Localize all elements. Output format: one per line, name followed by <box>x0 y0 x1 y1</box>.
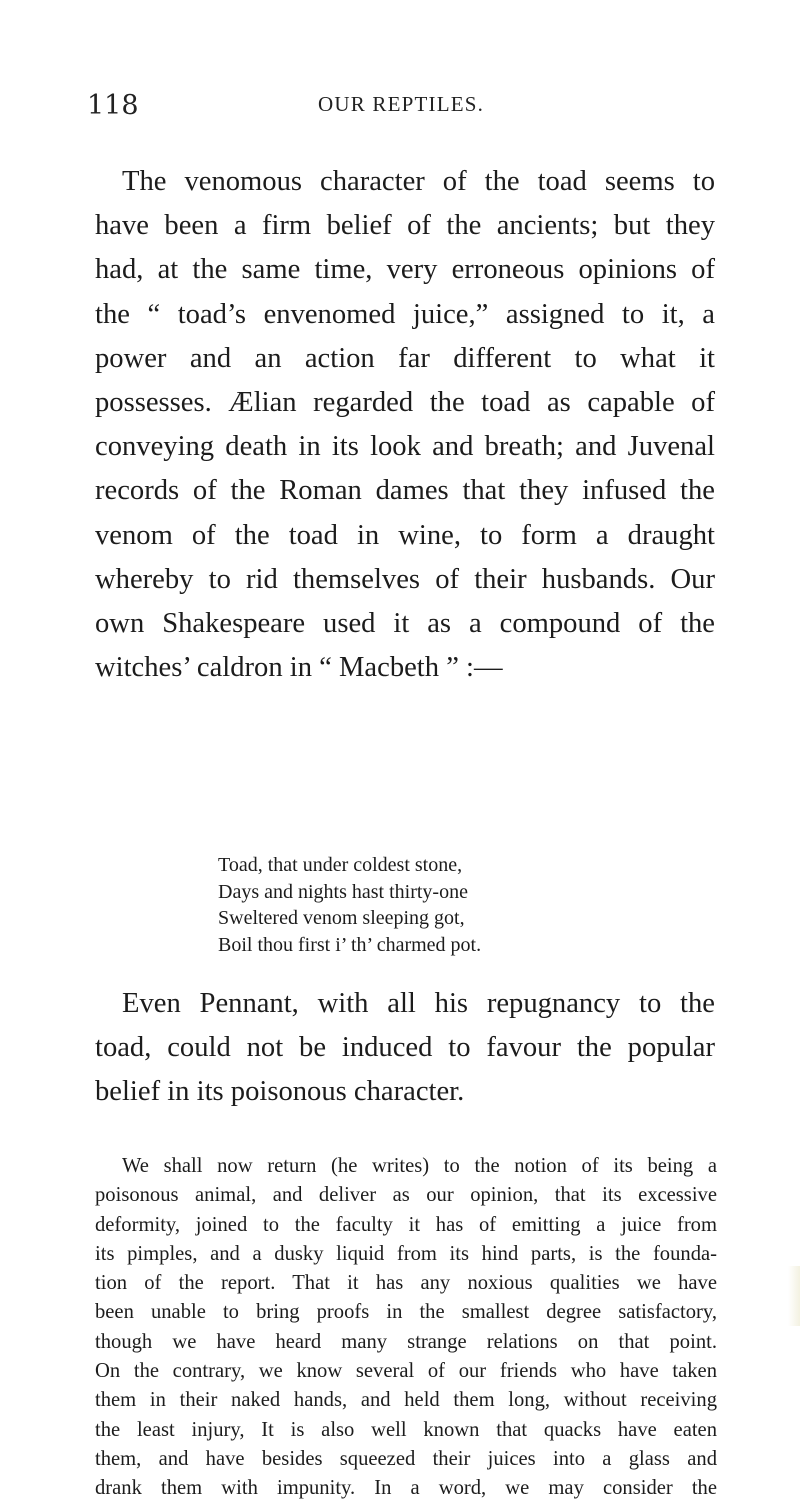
page-edge-shading <box>788 1266 800 1326</box>
text-line: power and an action far different to what it <box>95 342 715 374</box>
text-line: The venomous character of the toad seems to <box>122 166 715 197</box>
text-line: own Shakespeare used it as a compound of the <box>95 608 715 640</box>
text-line: have been a firm belief of the ancients; but they <box>95 210 715 242</box>
verse-line: Days and nights hast thirty-one <box>218 880 468 903</box>
quote-line: On the contrary, we know several of our friends who have taken <box>95 1360 717 1383</box>
quote-line: tion of the report. That it has any noxious qualities we have <box>95 1272 717 1295</box>
quote-line: drank them with impunity. In a word, we may consider the <box>95 1477 717 1500</box>
quote-line: been unable to bring proofs in the smallest degree satisfactory, <box>95 1301 717 1324</box>
quote-line: them, and have besides squeezed their juices into a glass and <box>95 1447 717 1470</box>
text-line: had, at the same time, very erroneous opinions of <box>95 254 715 286</box>
text-line: records of the Roman dames that they infused the <box>95 475 715 507</box>
verse-line: Toad, that under coldest stone, <box>218 854 463 876</box>
running-head: OUR REPTILES. <box>318 92 485 116</box>
verse-line: Boil thou first i’ th’ charmed pot. <box>218 933 482 956</box>
paragraph-pennant <box>95 982 715 1115</box>
page-number: 118 <box>87 90 139 121</box>
pennant-quotation <box>95 1152 717 1504</box>
paragraph-toad-venom <box>95 160 715 690</box>
text-line: witches’ caldron in “ Macbeth ” :— <box>95 652 503 684</box>
text-line: belief in its poisonous character. <box>95 1076 465 1108</box>
page-header <box>0 90 800 130</box>
quote-line: deformity, joined to the faculty it has of emitting a juice from <box>95 1213 717 1236</box>
text-line: conveying death in its look and breath; and Juvenal <box>95 431 715 463</box>
verse-line: Sweltered venom sleeping got, <box>218 907 465 929</box>
quote-line: the least injury, It is also well known that quacks have eaten <box>95 1418 717 1441</box>
quote-line: We shall now return (he writes) to the notion of its being a <box>122 1155 717 1177</box>
quote-line: its pimples, and a dusky liquid from its hind parts, is the founda- <box>95 1242 717 1265</box>
quote-line: poisonous animal, and deliver as our opinion, that its excessive <box>95 1184 717 1207</box>
macbeth-verse <box>218 852 718 958</box>
text-line: toad, could not be induced to favour the popular <box>95 1032 715 1064</box>
text-line: Even Pennant, with all his repugnancy to the <box>122 988 715 1019</box>
quote-line: them in their naked hands, and held them long, without receiving <box>95 1389 717 1412</box>
quote-line: though we have heard many strange relations on that point. <box>95 1330 717 1353</box>
text-line: venom of the toad in wine, to form a draught <box>95 519 715 551</box>
text-line: possesses. Ælian regarded the toad as capable of <box>95 387 715 419</box>
text-line: whereby to rid themselves of their husbands. Our <box>95 563 715 595</box>
text-line: the “ toad’s envenomed juice,” assigned to it, a <box>95 298 715 330</box>
